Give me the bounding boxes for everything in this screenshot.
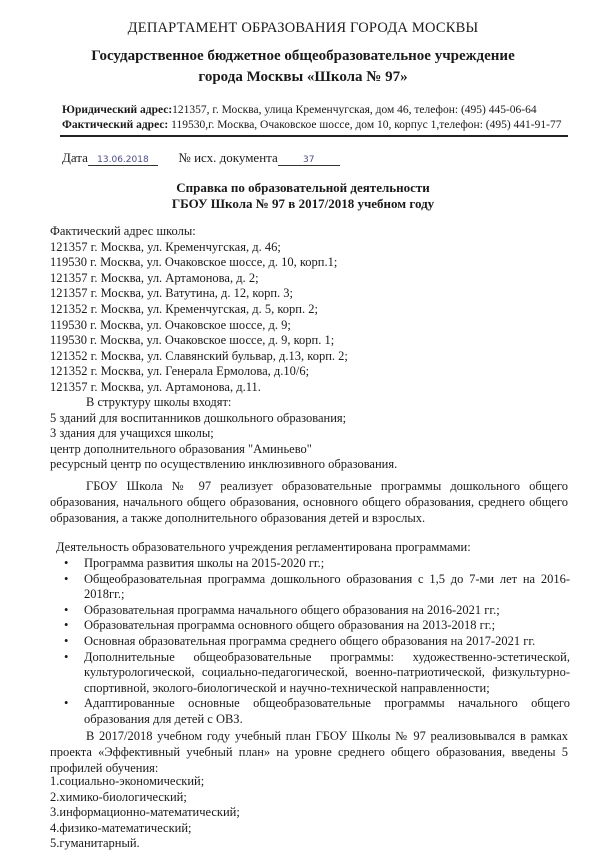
address-item: 121357 г. Москва, ул. Ватутина, д. 12, корп. 3; — [50, 286, 294, 301]
date-line — [62, 150, 340, 166]
structure-item: 5 зданий для воспитанников дошкольного образования; — [50, 410, 347, 425]
school-name-line-2: города Москвы «Школа № 97» — [198, 69, 408, 85]
legal-address-label: Юридический адрес: — [62, 104, 173, 116]
profile-item: 2.химико-биологический; — [50, 789, 187, 804]
document-title — [0, 180, 606, 212]
profile-item: 4.физико-математический; — [50, 820, 192, 835]
address-item: 119530 г. Москва, ул. Очаковское шоссе, д. 10, корп.1; — [50, 255, 338, 270]
date-value: 13.06.2018 — [88, 155, 158, 166]
curriculum-paragraph-text: В 2017/2018 учебном году учебный план ГБОУ Школы № 97 реализовывался в рамках проекта «Эффективный учебный план» на уровне среднего общего образования, введены 5 профилей обучения: — [50, 729, 568, 775]
address-item: 121357 г. Москва, ул. Артамонова, д. 2; — [50, 270, 259, 285]
legal-address — [62, 104, 537, 116]
school-name-line-1: Государственное бюджетное общеобразовательное учреждение — [91, 48, 515, 64]
programs-paragraph-text: ГБОУ Школа № 97 реализует образовательные программы дошкольного общего образования, начального общего образования, основного общего образования, среднего общего образования, а также дополнительного образования детей и взрослых. — [50, 479, 568, 525]
address-item: 121357 г. Москва, ул. Кременчугская, д. 46; — [50, 239, 281, 254]
structure-item: ресурсный центр по осуществлению инклюзивного образования. — [50, 457, 398, 472]
address-item: 121352 г. Москва, ул. Кременчугская, д. 5, корп. 2; — [50, 301, 318, 316]
programs-paragraph — [50, 478, 568, 526]
legal-address-text: 121357, г. Москва, улица Кременчугская, дом 46, телефон: (495) 445-06-64 — [172, 104, 537, 116]
address-item: 121352 г. Москва, ул. Славянский бульвар, д.13, корп. 2; — [50, 348, 348, 363]
address-item: 119530 г. Москва, ул. Очаковское шоссе, д. 9, корп. 1; — [50, 333, 335, 348]
activity-item: • Дополнительные общеобразовательные программы: художественно-эстетической, культурологической, социально-педагогической, военно-патриотической, физкультурно-спортивной, эколого-биологической и научно-технической направленности; — [64, 649, 570, 695]
actual-address — [62, 119, 561, 131]
profile-item: 5.гуманитарный. — [50, 836, 140, 851]
address-item: 119530 г. Москва, ул. Очаковское шоссе, д. 9; — [50, 317, 291, 332]
address-item: 121357 г. Москва, ул. Артамонова, д.11. — [50, 379, 261, 394]
address-item: 121352 г. Москва, ул. Генерала Ермолова, д.10/6; — [50, 364, 310, 379]
title-line-2: ГБОУ Школа № 97 в 2017/2018 учебном году — [171, 196, 435, 211]
structure-item: центр дополнительного образования "Аминьево" — [50, 441, 312, 456]
profile-item: 3.информационно-математический; — [50, 805, 240, 820]
profiles-list — [50, 774, 240, 852]
activity-item: • Образовательная программа основного общего образования на 2013-2018 гг.; — [64, 618, 496, 633]
activity-item: • Программа развития школы на 2015-2020 гг.; — [64, 556, 325, 570]
date-label: Дата — [62, 150, 88, 165]
doc-number-label: № исх. документа — [178, 150, 278, 165]
activity-item: • Основная образовательная программа среднего общего образования на 2017-2021 гг. — [64, 633, 536, 648]
structure-item: 3 здания для учащихся школы; — [50, 426, 214, 441]
actual-address-text: 119530,г. Москва, Очаковское шоссе, дом 10, корпус 1,телефон: (495) 441-91-77 — [168, 119, 562, 131]
addresses-heading: Фактический адрес школы: — [50, 224, 196, 238]
profile-item: 1.социально-экономический; — [50, 774, 205, 788]
doc-number-value: 37 — [278, 155, 340, 166]
curriculum-paragraph — [50, 728, 568, 776]
activity-item: • Общеобразовательная программа дошкольного образования с 1,5 до 7-ми лет на 2016-2018гг.; — [64, 571, 570, 602]
header-divider — [60, 135, 568, 137]
activity-item: • Адаптированные основные общеобразовательные программы начального общего образования для детей с ОВЗ. — [64, 696, 570, 726]
school-addresses — [50, 224, 348, 396]
activity-heading: Деятельность образовательного учреждения регламентирована программами: — [56, 540, 471, 554]
structure-section — [50, 395, 397, 473]
actual-address-label: Фактический адрес: — [62, 119, 169, 131]
structure-heading: В структуру школы входят: — [86, 395, 232, 409]
activity-list — [50, 556, 570, 728]
department-name: ДЕПАРТАМЕНТ ОБРАЗОВАНИЯ ГОРОДА МОСКВЫ — [127, 20, 479, 36]
school-name — [0, 46, 606, 88]
title-line-1: Справка по образовательной деятельности — [176, 180, 430, 195]
activity-item: • Образовательная программа начального общего образования на 2016-2021 гг.; — [64, 602, 500, 617]
